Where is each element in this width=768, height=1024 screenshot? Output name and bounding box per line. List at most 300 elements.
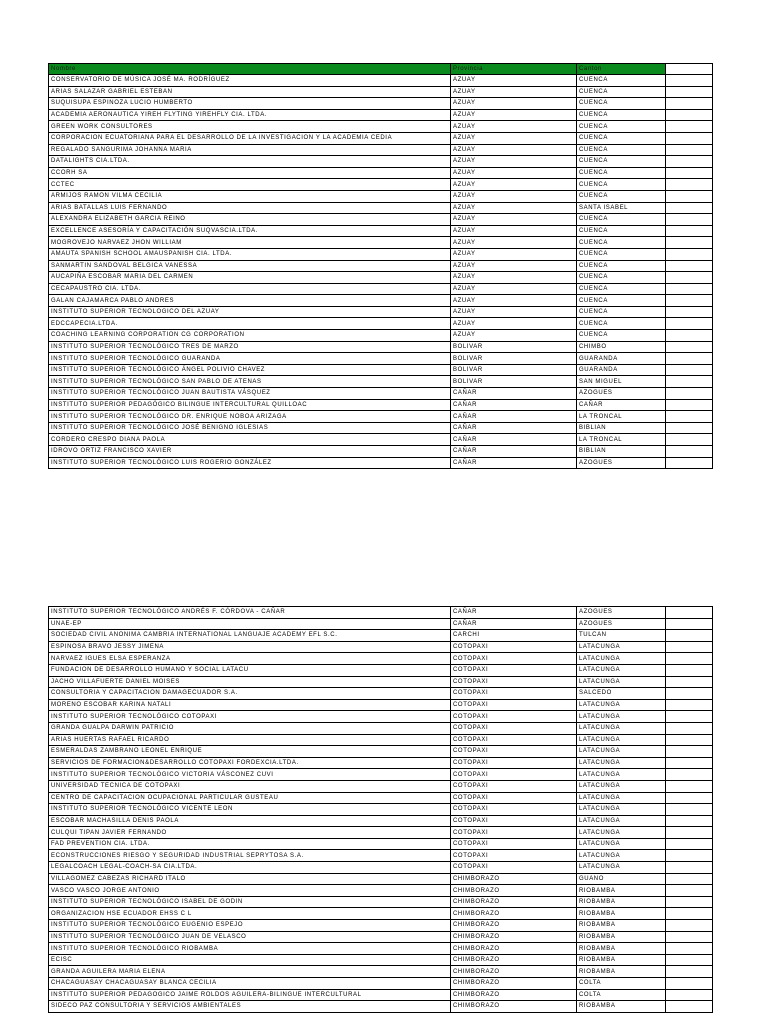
cell-empty [666, 144, 713, 156]
table-row [49, 353, 713, 365]
cell-empty [666, 237, 713, 249]
cell-empty [666, 873, 713, 885]
header-nombre: Nombre [49, 64, 451, 75]
cell-canton: CHIMBO [577, 341, 666, 353]
cell-empty [666, 676, 713, 688]
cell-empty [666, 757, 713, 769]
cell-provincia: AZUAY [451, 167, 577, 179]
cell-canton: LATACUNGA [577, 862, 666, 874]
cell-nombre: CHACAGUASAY CHACAGUASAY BLANCA CECILIA [49, 978, 451, 990]
table-row [49, 920, 713, 932]
cell-nombre: GRANDA AGUILERA MARIA ELENA [49, 966, 451, 978]
cell-nombre: INSTITUTO SUPERIOR TECNOLÓGICO JUAN BAUTISTA VÁSQUEZ [49, 388, 451, 400]
cell-nombre: VASCO VASCO JORGE ANTONIO [49, 885, 451, 897]
cell-provincia: AZUAY [451, 237, 577, 249]
cell-empty [666, 769, 713, 781]
cell-provincia: AZUAY [451, 225, 577, 237]
cell-nombre: INSTITUTO SUPERIOR TECNOLÓGICO TRES DE MARZO [49, 341, 451, 353]
cell-empty [666, 434, 713, 446]
cell-canton: CUENCA [577, 98, 666, 110]
table-row [49, 769, 713, 781]
cell-provincia: BOLIVAR [451, 364, 577, 376]
table-row [49, 711, 713, 723]
cell-empty [666, 121, 713, 133]
cell-empty [666, 190, 713, 202]
cell-nombre: CORDERO CRESPO DIANA PAOLA [49, 434, 451, 446]
cell-provincia: COTOPAXI [451, 746, 577, 758]
header-row [49, 64, 713, 75]
cell-provincia: CHIMBORAZO [451, 920, 577, 932]
cell-empty [666, 260, 713, 272]
cell-provincia: CAÑAR [451, 446, 577, 458]
cell-provincia: COTOPAXI [451, 641, 577, 653]
table-row [49, 260, 713, 272]
table-row [49, 156, 713, 168]
table-row [49, 364, 713, 376]
cell-provincia: CHIMBORAZO [451, 1001, 577, 1013]
cell-provincia: CAÑAR [451, 399, 577, 411]
cell-provincia: AZUAY [451, 75, 577, 87]
cell-empty [666, 885, 713, 897]
cell-canton: LATACUNGA [577, 722, 666, 734]
cell-canton: CUENCA [577, 306, 666, 318]
cell-provincia: COTOPAXI [451, 757, 577, 769]
cell-provincia: COTOPAXI [451, 838, 577, 850]
cell-provincia: AZUAY [451, 283, 577, 295]
cell-nombre: JACHO VILLAFUERTE DANIEL MOISES [49, 676, 451, 688]
cell-nombre: VILLAGOMEZ CABEZAS RICHARD ITALO [49, 873, 451, 885]
cell-empty [666, 630, 713, 642]
cell-nombre: MORENO ESCOBAR KARINA NATALI [49, 699, 451, 711]
cell-provincia: AZUAY [451, 98, 577, 110]
cell-nombre: CONSULTORIA Y CAPACITACION DAMAGECUADOR S.A. [49, 688, 451, 700]
cell-nombre: LEGALCOACH LEGAL-COACH-SA CIA.LTDA. [49, 862, 451, 874]
cell-provincia: AZUAY [451, 248, 577, 260]
cell-provincia: COTOPAXI [451, 862, 577, 874]
cell-provincia: CARCHI [451, 630, 577, 642]
cell-empty [666, 838, 713, 850]
cell-empty [666, 156, 713, 168]
cell-canton: LATACUNGA [577, 641, 666, 653]
cell-canton: LATACUNGA [577, 757, 666, 769]
cell-canton: LATACUNGA [577, 850, 666, 862]
cell-nombre: INSTITUTO SUPERIOR TECNOLOGICO DEL AZUAY [49, 306, 451, 318]
cell-provincia: COTOPAXI [451, 769, 577, 781]
header-canton: Canton [577, 64, 666, 75]
cell-canton: GUARANDA [577, 353, 666, 365]
table-row [49, 457, 713, 469]
cell-empty [666, 896, 713, 908]
cell-provincia: AZUAY [451, 272, 577, 284]
table-row [49, 862, 713, 874]
cell-nombre: EXCELLENCE ASESORÍA Y CAPACITACIÓN SUQVASCIA.LTDA. [49, 225, 451, 237]
table-row [49, 376, 713, 388]
cell-provincia: AZUAY [451, 190, 577, 202]
table-row [49, 746, 713, 758]
table-row [49, 804, 713, 816]
table-row [49, 688, 713, 700]
cell-empty [666, 711, 713, 723]
cell-nombre: COACHING LEARNING CORPORATION CG CORPORATION [49, 330, 451, 342]
cell-canton: LATACUNGA [577, 711, 666, 723]
cell-provincia: CAÑAR [451, 434, 577, 446]
cell-empty [666, 780, 713, 792]
table-row [49, 734, 713, 746]
cell-provincia: CHIMBORAZO [451, 978, 577, 990]
cell-provincia: AZUAY [451, 260, 577, 272]
cell-canton: GUANO [577, 873, 666, 885]
cell-empty [666, 943, 713, 955]
table-row [49, 214, 713, 226]
table-row [49, 330, 713, 342]
cell-nombre: ARIAS BATALLAS LUIS FERNANDO [49, 202, 451, 214]
cell-provincia: AZUAY [451, 179, 577, 191]
cell-nombre: GRANDA GUALPA DARWIN PATRICIO [49, 722, 451, 734]
cell-provincia: AZUAY [451, 306, 577, 318]
cell-canton: LA TRONCAL [577, 434, 666, 446]
cell-empty [666, 353, 713, 365]
cell-canton: CUENCA [577, 225, 666, 237]
cell-empty [666, 908, 713, 920]
cell-empty [666, 318, 713, 330]
cell-provincia: COTOPAXI [451, 815, 577, 827]
cell-canton: CUENCA [577, 75, 666, 87]
cell-empty [666, 98, 713, 110]
cell-provincia: CAÑAR [451, 607, 577, 619]
cell-provincia: CHIMBORAZO [451, 943, 577, 955]
cell-canton: RIOBAMBA [577, 908, 666, 920]
cell-provincia: COTOPAXI [451, 676, 577, 688]
table-row [49, 190, 713, 202]
cell-nombre: INSTITUTO SUPERIOR TECNOLÓGICO GUARANDA [49, 353, 451, 365]
cell-provincia: CHIMBORAZO [451, 873, 577, 885]
table-row [49, 144, 713, 156]
cell-nombre: AUCAPIÑA ESCOBAR MARIA DEL CARMEN [49, 272, 451, 284]
cell-canton: AZOGUES [577, 388, 666, 400]
cell-empty [666, 653, 713, 665]
cell-empty [666, 179, 713, 191]
table-row [49, 989, 713, 1001]
cell-empty [666, 202, 713, 214]
cell-nombre: INSTITUTO SUPERIOR PEDAGOGICO JAIME ROLDOS AGUILERA-BILINGUE INTERCULTURAL [49, 989, 451, 1001]
cell-empty [666, 920, 713, 932]
cell-canton: LATACUNGA [577, 699, 666, 711]
cell-canton: LATACUNGA [577, 734, 666, 746]
cell-provincia: COTOPAXI [451, 827, 577, 839]
cell-provincia: AZUAY [451, 121, 577, 133]
table-row [49, 306, 713, 318]
cell-nombre: AMAUTA SPANISH SCHOOL AMAUSPANISH CIA. LTDA. [49, 248, 451, 260]
cell-provincia: COTOPAXI [451, 850, 577, 862]
table-row [49, 630, 713, 642]
cell-nombre: CCTEC [49, 179, 451, 191]
cell-empty [666, 388, 713, 400]
cell-empty [666, 664, 713, 676]
cell-empty [666, 954, 713, 966]
cell-nombre: SERVICIOS DE FORMACION&DESARROLLO COTOPAXI FORDEXCIA.LTDA. [49, 757, 451, 769]
cell-provincia: AZUAY [451, 214, 577, 226]
cell-canton: COLTA [577, 978, 666, 990]
cell-canton: CUENCA [577, 283, 666, 295]
cell-empty [666, 109, 713, 121]
cell-provincia: CAÑAR [451, 422, 577, 434]
cell-nombre: INSTITUTO SUPERIOR TECNOLÓGICO JUAN DE VELASCO [49, 931, 451, 943]
table-row [49, 896, 713, 908]
cell-provincia: CAÑAR [451, 388, 577, 400]
table-row [49, 850, 713, 862]
cell-provincia: CAÑAR [451, 618, 577, 630]
cell-nombre: FUNDACION DE DESARROLLO HUMANO Y SOCIAL LATACU [49, 664, 451, 676]
cell-empty [666, 225, 713, 237]
table-row [49, 757, 713, 769]
table-row [49, 908, 713, 920]
table-row [49, 399, 713, 411]
cell-nombre: FAD PREVENTION CIA. LTDA. [49, 838, 451, 850]
table-row [49, 248, 713, 260]
cell-canton: CUENCA [577, 132, 666, 144]
cell-nombre: ESMERALDAS ZAMBRANO LEONEL ENRIQUE [49, 746, 451, 758]
table-row [49, 722, 713, 734]
cell-provincia: COTOPAXI [451, 664, 577, 676]
cell-nombre: REGALADO SANGURIMA JOHANNA MARIA [49, 144, 451, 156]
cell-nombre: ARIAS SALAZAR GABRIEL ESTEBAN [49, 86, 451, 98]
table-row [49, 121, 713, 133]
cell-nombre: ESPINOSA BRAVO JESSY JIMENA [49, 641, 451, 653]
cell-provincia: CHIMBORAZO [451, 989, 577, 1001]
cell-provincia: COTOPAXI [451, 780, 577, 792]
cell-nombre: SUQUISUPA ESPINOZA LUCIO HUMBERTO [49, 98, 451, 110]
cell-nombre: ESCOBAR MACHASILLA DENIS PAOLA [49, 815, 451, 827]
table-row [49, 75, 713, 87]
cell-nombre: UNIVERSIDAD TECNICA DE COTOPAXI [49, 780, 451, 792]
cell-provincia: COTOPAXI [451, 734, 577, 746]
cell-nombre: ORGANIZACION HSE ECUADOR EHSS C L [49, 908, 451, 920]
cell-canton: RIOBAMBA [577, 896, 666, 908]
table-row [49, 653, 713, 665]
table-row [49, 318, 713, 330]
cell-canton: LATACUNGA [577, 804, 666, 816]
header-provincia: Provincia [451, 64, 577, 75]
cell-empty [666, 167, 713, 179]
cell-canton: LA TRONCAL [577, 411, 666, 423]
cell-provincia: AZUAY [451, 202, 577, 214]
cell-canton: TULCAN [577, 630, 666, 642]
cell-nombre: INSTITUTO SUPERIOR TECNOLÓGICO RIOBAMBA [49, 943, 451, 955]
cell-empty [666, 341, 713, 353]
cell-empty [666, 457, 713, 469]
cell-empty [666, 607, 713, 619]
cell-provincia: AZUAY [451, 330, 577, 342]
cell-canton: CUENCA [577, 167, 666, 179]
table-row [49, 411, 713, 423]
cell-empty [666, 989, 713, 1001]
cell-provincia: COTOPAXI [451, 688, 577, 700]
cell-canton: LATACUNGA [577, 792, 666, 804]
cell-canton: CAÑAR [577, 399, 666, 411]
cell-nombre: CULQUI TIPAN JAVIER FERNANDO [49, 827, 451, 839]
table-row [49, 943, 713, 955]
cell-provincia: AZUAY [451, 318, 577, 330]
cell-canton: BIBLIAN [577, 422, 666, 434]
cell-nombre: INSTITUTO SUPERIOR TECNOLÓGICO ANDRÉS F. CÓRDOVA - CAÑAR [49, 607, 451, 619]
cell-nombre: EDCCAPECIA.LTDA. [49, 318, 451, 330]
cell-canton: RIOBAMBA [577, 966, 666, 978]
table-row [49, 607, 713, 619]
cell-empty [666, 330, 713, 342]
institutions-table-top [48, 63, 713, 469]
table-row [49, 838, 713, 850]
cell-canton: CUENCA [577, 295, 666, 307]
cell-provincia: CHIMBORAZO [451, 885, 577, 897]
cell-provincia: CHIMBORAZO [451, 908, 577, 920]
header-empty [666, 64, 713, 75]
cell-provincia: AZUAY [451, 156, 577, 168]
cell-empty [666, 411, 713, 423]
cell-empty [666, 931, 713, 943]
cell-empty [666, 850, 713, 862]
cell-canton: SAN MIGUEL [577, 376, 666, 388]
cell-canton: CUENCA [577, 144, 666, 156]
cell-provincia: AZUAY [451, 295, 577, 307]
cell-provincia: COTOPAXI [451, 804, 577, 816]
cell-provincia: AZUAY [451, 144, 577, 156]
cell-empty [666, 75, 713, 87]
cell-canton: CUENCA [577, 260, 666, 272]
cell-canton: RIOBAMBA [577, 920, 666, 932]
cell-empty [666, 283, 713, 295]
cell-empty [666, 446, 713, 458]
cell-nombre: ARMIJOS RAMON VILMA CECILIA [49, 190, 451, 202]
table-row [49, 225, 713, 237]
cell-provincia: CAÑAR [451, 457, 577, 469]
cell-nombre: INSTITUTO SUPERIOR TECNOLÓGICO DR. ENRIQUE NOBOA ARIZAGA [49, 411, 451, 423]
cell-empty [666, 422, 713, 434]
cell-nombre: INSTITUTO SUPERIOR TECNOLÓGICO EUGENIO ESPEJO [49, 920, 451, 932]
cell-canton: SANTA ISABEL [577, 202, 666, 214]
table-row [49, 827, 713, 839]
cell-nombre: INSTITUTO SUPERIOR TECNOLÓGICO VICTORIA VÁSCONEZ CUVI [49, 769, 451, 781]
cell-canton: CUENCA [577, 121, 666, 133]
cell-empty [666, 688, 713, 700]
table-row [49, 295, 713, 307]
cell-canton: CUENCA [577, 190, 666, 202]
cell-canton: LATACUNGA [577, 653, 666, 665]
table-row [49, 954, 713, 966]
cell-provincia: CAÑAR [451, 411, 577, 423]
cell-nombre: INSTITUTO SUPERIOR TECNOLÓGICO COTOPAXI [49, 711, 451, 723]
cell-nombre: ECONSTRUCCIONES RIESGO Y SEGURIDAD INDUSTRIAL SEPRYTOSA S.A. [49, 850, 451, 862]
cell-canton: RIOBAMBA [577, 931, 666, 943]
table-row [49, 641, 713, 653]
cell-nombre: CORPORACION ECUATORIANA PARA EL DESARROLLO DE LA INVESTIGACION Y LA ACADEMIA CEDIA [49, 132, 451, 144]
cell-canton: RIOBAMBA [577, 1001, 666, 1013]
cell-nombre: NARVAEZ IGUES ELSA ESPERANZA [49, 653, 451, 665]
cell-provincia: COTOPAXI [451, 711, 577, 723]
cell-canton: CUENCA [577, 318, 666, 330]
cell-provincia: BOLIVAR [451, 341, 577, 353]
cell-nombre: MOGROVEJO NARVAEZ JHON WILLIAM [49, 237, 451, 249]
cell-canton: GUARANDA [577, 364, 666, 376]
cell-nombre: INSTITUTO SUPERIOR TECNOLÓGICO VICENTE LEON [49, 804, 451, 816]
cell-empty [666, 1001, 713, 1013]
cell-nombre: DATALIGHTS CIA.LTDA. [49, 156, 451, 168]
cell-provincia: COTOPAXI [451, 722, 577, 734]
table-row [49, 664, 713, 676]
cell-nombre: GALAN CAJAMARCA PABLO ANDRES [49, 295, 451, 307]
cell-canton: CUENCA [577, 86, 666, 98]
table-row [49, 885, 713, 897]
cell-canton: RIOBAMBA [577, 885, 666, 897]
cell-empty [666, 364, 713, 376]
cell-provincia: BOLIVAR [451, 376, 577, 388]
cell-canton: LATACUNGA [577, 664, 666, 676]
cell-canton: LATACUNGA [577, 815, 666, 827]
cell-canton: LATACUNGA [577, 827, 666, 839]
cell-empty [666, 214, 713, 226]
cell-canton: SALCEDO [577, 688, 666, 700]
cell-nombre: SANMARTIN SANDOVAL BELGICA VANESSA [49, 260, 451, 272]
institutions-table-bottom [48, 606, 713, 1013]
cell-canton: LATACUNGA [577, 780, 666, 792]
table-row [49, 978, 713, 990]
cell-empty [666, 734, 713, 746]
table-row [49, 202, 713, 214]
table-row [49, 237, 713, 249]
cell-empty [666, 248, 713, 260]
cell-empty [666, 966, 713, 978]
cell-provincia: AZUAY [451, 86, 577, 98]
cell-canton: CUENCA [577, 248, 666, 260]
cell-provincia: COTOPAXI [451, 699, 577, 711]
cell-provincia: BOLIVAR [451, 353, 577, 365]
cell-empty [666, 132, 713, 144]
cell-nombre: GREEN WORK CONSULTORES [49, 121, 451, 133]
cell-canton: BIBLIAN [577, 446, 666, 458]
cell-empty [666, 746, 713, 758]
cell-empty [666, 306, 713, 318]
cell-nombre: SOCIEDAD CIVIL ANONIMA CAMBRIA INTERNATIONAL LANGUAJE ACADEMY EFL S.C. [49, 630, 451, 642]
cell-empty [666, 792, 713, 804]
cell-provincia: COTOPAXI [451, 653, 577, 665]
table-row [49, 792, 713, 804]
cell-nombre: INSTITUTO SUPERIOR TECNOLÓGICO ÁNGEL POLIVIO CHAVEZ [49, 364, 451, 376]
cell-nombre: CENTRO DE CAPACITACION OCUPACIONAL PARTICULAR GUSTEAU [49, 792, 451, 804]
cell-empty [666, 86, 713, 98]
table-row [49, 780, 713, 792]
table-row [49, 434, 713, 446]
cell-nombre: ALEXANDRA ELIZABETH GARCIA REINO [49, 214, 451, 226]
table-row [49, 618, 713, 630]
cell-empty [666, 376, 713, 388]
cell-canton: LATACUNGA [577, 676, 666, 688]
cell-nombre: ACADEMIA AERONAUTICA YIREH FLYTING YIREHFLY CIA. LTDA. [49, 109, 451, 121]
cell-empty [666, 399, 713, 411]
table-row [49, 109, 713, 121]
cell-canton: CUENCA [577, 237, 666, 249]
cell-canton: CUENCA [577, 179, 666, 191]
cell-nombre: CECAPAUSTRO CIA. LTDA. [49, 283, 451, 295]
cell-nombre: ECISC [49, 954, 451, 966]
cell-canton: CUENCA [577, 156, 666, 168]
cell-canton: RIOBAMBA [577, 943, 666, 955]
cell-nombre: INSTITUTO SUPERIOR TECNOLÓGICO LUIS ROGERIO GONZÁLEZ [49, 457, 451, 469]
table-row [49, 446, 713, 458]
cell-empty [666, 699, 713, 711]
cell-canton: CUENCA [577, 109, 666, 121]
cell-provincia: COTOPAXI [451, 792, 577, 804]
table-row [49, 873, 713, 885]
cell-empty [666, 827, 713, 839]
